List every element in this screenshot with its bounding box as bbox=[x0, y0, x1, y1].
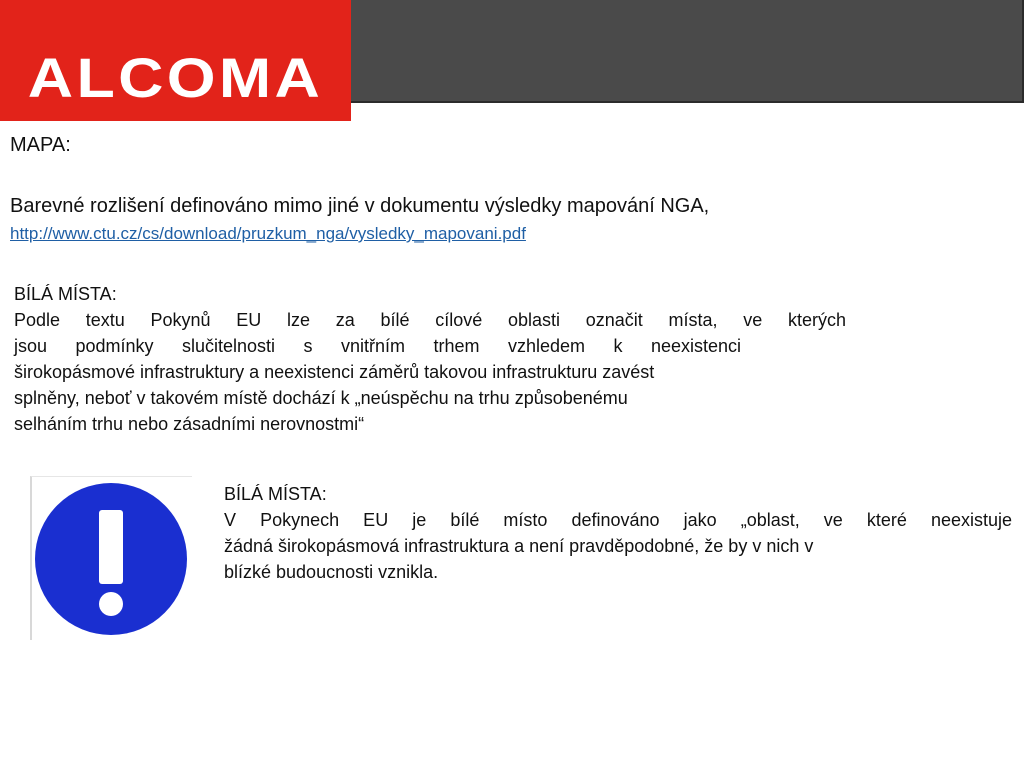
header-bar bbox=[351, 0, 1023, 103]
bila-mista-2-line: V Pokynech EU je bílé místo definováno jako „oblast, ve které neexistuje bbox=[224, 510, 1012, 530]
bila-mista-2-line: žádná širokopásmová infrastruktura a není pravděpodobné, že by v nich v bbox=[224, 536, 814, 556]
bila-mista-2-heading: BÍLÁ MÍSTA: bbox=[224, 484, 327, 504]
bila-mista-1-line: splněny, neboť v takovém místě dochází k „neúspěchu na trhu způsobenému bbox=[14, 388, 628, 408]
bila-mista-1-line: Podle textu Pokynů EU lze za bílé cílové oblasti označit místa, ve kterých bbox=[14, 310, 846, 330]
mapa-description: Barevné rozlišení definováno mimo jiné v dokumentu výsledky mapování NGA, bbox=[10, 195, 710, 217]
bila-mista-block-2 bbox=[224, 482, 1012, 585]
exclamation-icon bbox=[30, 476, 192, 640]
bila-mista-1-line: širokopásmové infrastruktury a neexistenci záměrů takovou infrastrukturu zavést bbox=[14, 362, 655, 382]
bila-mista-1-line: jsou podmínky slučitelnosti s vnitřním trhem vzhledem k neexistenci bbox=[14, 336, 741, 356]
bila-mista-1-heading: BÍLÁ MÍSTA: bbox=[14, 284, 117, 304]
brand-logo bbox=[0, 0, 351, 121]
brand-name: ALCOMA bbox=[27, 46, 324, 109]
bila-mista-2-line: blízké budoucnosti vznikla. bbox=[224, 562, 439, 582]
mapa-document-link[interactable]: http://www.ctu.cz/cs/download/pruzkum_nga/vysledky_mapovani.pdf bbox=[10, 224, 526, 243]
bila-mista-block-1 bbox=[14, 282, 846, 437]
mapa-title: MAPA: bbox=[10, 134, 71, 156]
bila-mista-1-line: selháním trhu nebo zásadními nerovnostmi“ bbox=[14, 414, 365, 434]
